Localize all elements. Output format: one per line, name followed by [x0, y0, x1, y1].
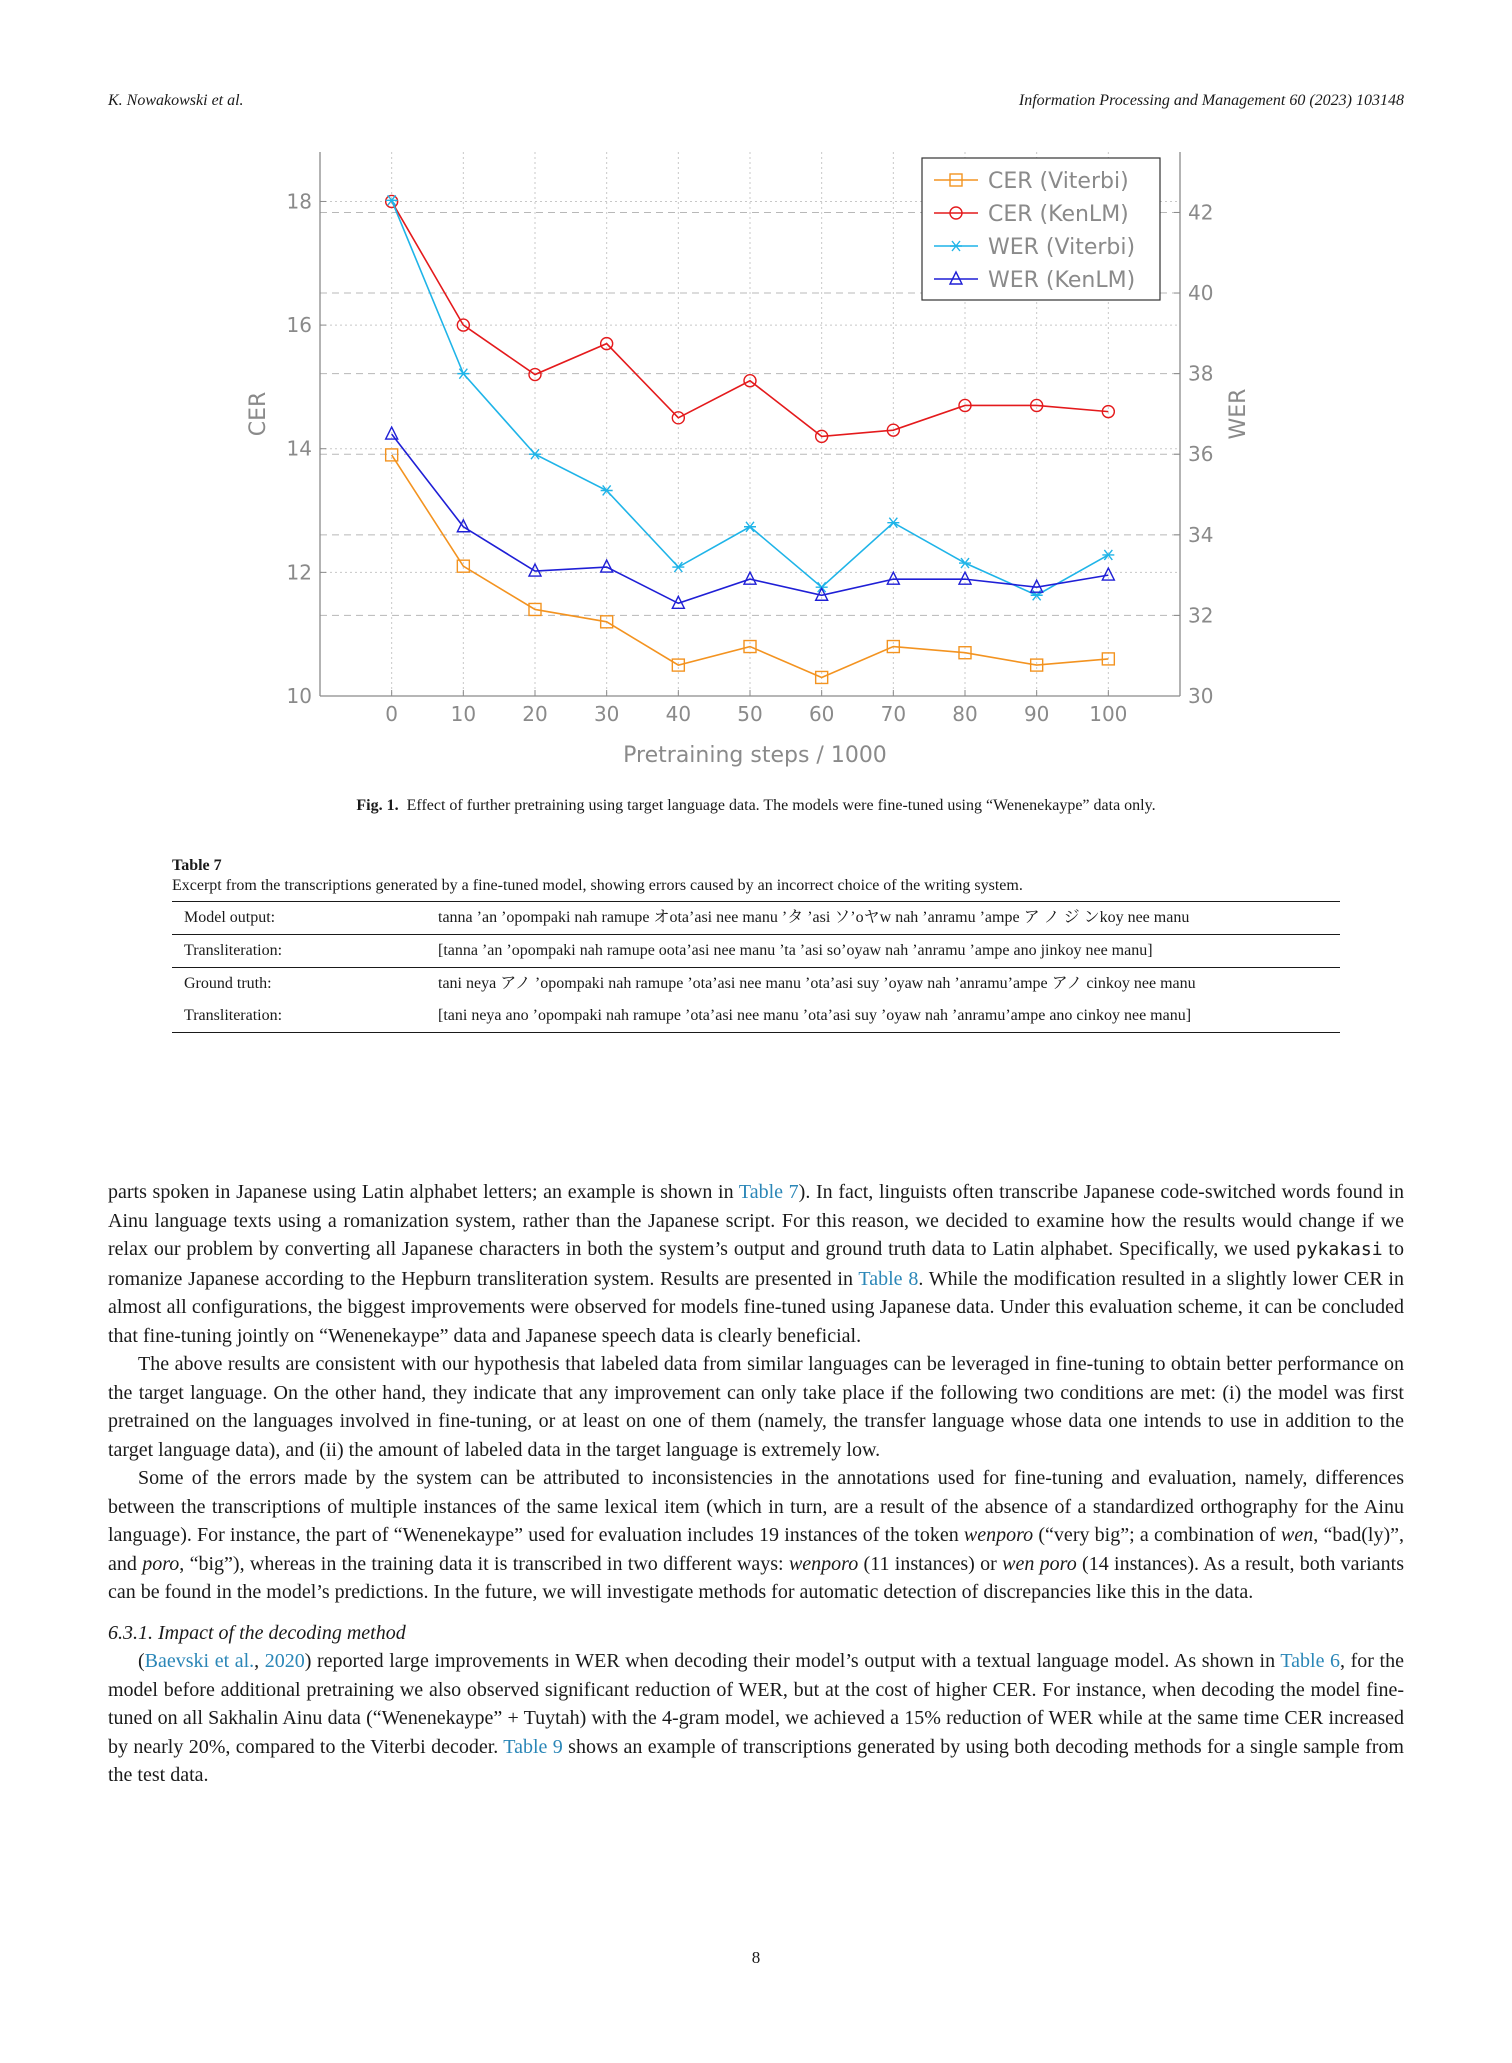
- table-label: Table 7: [172, 857, 222, 874]
- row-value: [tanna ’an ’opompaki nah ramupe oota’asi nee manu ’ta ’asi so’oyaw nah ’anramu ’ampe ano jinkoy nee manu]: [426, 935, 1340, 968]
- x-axis-title: Pretraining steps / 1000: [623, 743, 887, 768]
- line-chart: [230, 140, 1251, 780]
- text-run: (: [138, 1650, 145, 1672]
- italic-term: wen poro: [1002, 1552, 1077, 1575]
- text-run: ,: [254, 1650, 265, 1672]
- text-run: , “big”), whereas in the training data it is transcribed in two different ways:: [179, 1552, 789, 1575]
- right-y-axis-title: WER: [1226, 388, 1251, 440]
- section-heading: 6.3.1. Impact of the decoding method: [108, 1621, 406, 1644]
- text-run: ) reported large improvements in WER when decoding their model’s output with a textual language model. As shown in: [304, 1650, 1281, 1672]
- legend-entry: CER (Viterbi): [988, 169, 1129, 194]
- right-y-tick-label: 30: [1188, 684, 1214, 708]
- row-value: tani neya アノ ’opompaki nah ramupe ’ota’asi nee manu ’ota’asi suy ’oyaw nah ’anramu’ampe アノ cinkoy nee manu: [426, 968, 1340, 1001]
- right-y-tick-label: 34: [1188, 522, 1214, 547]
- left-y-axis-title: CER: [246, 391, 271, 437]
- table-7: [172, 857, 1340, 1033]
- running-header: [108, 92, 1404, 116]
- x-tick-label: 70: [880, 702, 907, 726]
- paragraph-3: [108, 1464, 1404, 1607]
- citation-year-link[interactable]: 2020: [264, 1650, 305, 1672]
- right-y-tick-label: 38: [1188, 361, 1214, 386]
- transcription-table: [172, 901, 1340, 1033]
- table-row: [172, 902, 1340, 935]
- right-y-tick-label: 42: [1188, 200, 1214, 225]
- table-row: [172, 935, 1340, 968]
- legend-entry: WER (Viterbi): [988, 235, 1136, 260]
- data-point: [601, 560, 613, 572]
- text-run: Some of the errors made by the system can be attributed to inconsistencies in the annotations used for fine-tuning and evaluation, namely, differences between the transcriptions of multiple instances of the same lexical item (which in turn, are a result of the absence of a standardized orthography for the Ainu language). For instance, the part of “Wenenekaype” used for evaluation includes 19 instances of the token: [108, 1467, 1404, 1546]
- x-tick-label: 30: [593, 702, 620, 726]
- header-authors: K. Nowakowski et al.: [108, 92, 244, 109]
- x-tick-label: 90: [1023, 702, 1050, 726]
- table-row: [172, 1000, 1340, 1033]
- x-tick-label: 60: [808, 702, 835, 726]
- row-value: tanna ’an ’opompaki nah ramupe オota’asi nee manu ʼタ ’asi ソʼoヤw nah ’anramu ’ampe ア ノ ジ ンkoy nee manu: [426, 902, 1340, 935]
- italic-term: poro: [142, 1552, 180, 1575]
- legend-entry: WER (KenLM): [988, 268, 1136, 293]
- table-caption: Excerpt from the transcriptions generated by a fine-tuned model, showing errors caused by an incorrect choice of the writing system.: [172, 877, 1023, 894]
- x-tick-label: 20: [522, 702, 548, 726]
- left-y-tick-label: 14: [286, 436, 312, 461]
- table-row: [172, 968, 1340, 1001]
- x-tick-label: 100: [1089, 702, 1128, 726]
- row-key: Ground truth:: [172, 968, 426, 1001]
- table-9-link[interactable]: Table 9: [503, 1735, 563, 1758]
- figure-label: Fig. 1.: [356, 797, 399, 814]
- page-number: 8: [751, 1948, 761, 1967]
- table-8-link[interactable]: Table 8: [858, 1267, 919, 1290]
- x-tick-label: 80: [952, 702, 978, 726]
- data-point: [959, 558, 971, 568]
- table-6-link[interactable]: Table 6: [1280, 1650, 1341, 1672]
- left-y-tick-label: 12: [286, 560, 312, 585]
- x-tick-label: 10: [450, 702, 477, 726]
- italic-term: wen: [1281, 1524, 1314, 1546]
- right-y-tick-label: 36: [1188, 442, 1214, 467]
- figure-1: [230, 140, 1251, 780]
- left-y-tick-label: 10: [286, 684, 312, 708]
- text-run: (14 instances). As a result, both variants can be found in the model’s predictions. In the future, we will investigate methods for automatic detection of discrepancies like this in the data.: [108, 1552, 1404, 1603]
- code-pykakasi: pykakasi: [1295, 1239, 1383, 1260]
- left-y-tick-label: 16: [286, 313, 312, 338]
- row-key: Transliteration:: [172, 935, 426, 968]
- table-7-link[interactable]: Table 7: [738, 1181, 799, 1203]
- text-run: ). In fact, linguists often transcribe Japanese code-switched words found in Ainu language texts using a romanization system, rather than the Japanese script. For this reason, we decided to examine how the results would change if we relax our problem by converting all Japanese characters in both the system’s output and ground truth data to Latin alphabet. Specifically, we used: [108, 1181, 1404, 1260]
- text-run: , for the model before additional pretraining we also observed significant reduction of WER, but at the cost of higher CER. For instance, when decoding the model fine-tuned on all Sakhalin Ainu data (“Wenenekaype” + Tuytah) with the 4-gram model, we achieved a 15% reduction of WER while at the same time CER increased by nearly 20%, compared to the Viterbi decoder.: [108, 1650, 1404, 1758]
- right-y-tick-label: 32: [1188, 603, 1214, 628]
- x-tick-label: 0: [385, 702, 399, 726]
- text-run: to romanize Japanese according to the Hepburn transliteration system. Results are presented in: [108, 1238, 1404, 1290]
- legend-entry: CER (KenLM): [988, 202, 1129, 227]
- right-y-tick-label: 40: [1188, 281, 1214, 306]
- figure-caption-text: Effect of further pretraining using target language data. The models were fine-tuned using “Wenenekaype” data only.: [406, 797, 1156, 814]
- italic-term: wenporo: [963, 1524, 1034, 1546]
- text-run: , “bad(ly)”, and: [108, 1524, 1404, 1575]
- x-tick-label: 50: [737, 702, 763, 726]
- header-journal: Information Processing and Management 60 (2023) 103148: [1018, 92, 1404, 109]
- text-run: (“very big”; a combination of: [1033, 1524, 1282, 1546]
- paragraph-1: [108, 1178, 1404, 1350]
- citation-link[interactable]: Baevski et al.: [144, 1650, 255, 1672]
- text-run: shows an example of transcriptions generated by using both decoding methods for a single sample from the test data.: [108, 1735, 1404, 1786]
- x-tick-label: 40: [665, 702, 692, 726]
- row-key: Model output:: [172, 902, 426, 935]
- row-value: [tani neya ano ’opompaki nah ramupe ’ota’asi nee manu ’ota’asi suy ’oyaw nah ’anramu’ampe ano cinkoy nee manu]: [426, 1000, 1340, 1033]
- italic-term: wenporo: [788, 1552, 859, 1575]
- paragraph-2: The above results are consistent with our hypothesis that labeled data from similar languages can be leveraged in fine-tuning to obtain better performance on the target language. On the other hand, they indicate that any improvement can only take place if the following two conditions are met: (i) the model was first pretrained on the languages involved in fine-tuning, or at least on one of them (namely, the transfer language whose data one intends to use in addition to the target language data), and (ii) the amount of labeled data in the target language is extremely low.: [108, 1353, 1404, 1461]
- figure-caption: [108, 797, 1404, 815]
- text-run: parts spoken in Japanese using Latin alphabet letters; an example is shown in: [108, 1181, 739, 1203]
- text-run: . While the modification resulted in a slightly lower CER in almost all configurations, the biggest improvements were observed for models fine-tuned using Japanese data. Under this evaluation scheme, it can be concluded that fine-tuning jointly on “Wenenekaype” data and Japanese speech data is clearly beneficial.: [108, 1267, 1404, 1347]
- paragraph-4: [108, 1647, 1404, 1790]
- left-y-tick-label: 18: [286, 189, 312, 214]
- row-key: Transliteration:: [172, 1000, 426, 1033]
- body-text: [108, 1178, 1404, 1790]
- text-run: (11 instances) or: [858, 1552, 1003, 1575]
